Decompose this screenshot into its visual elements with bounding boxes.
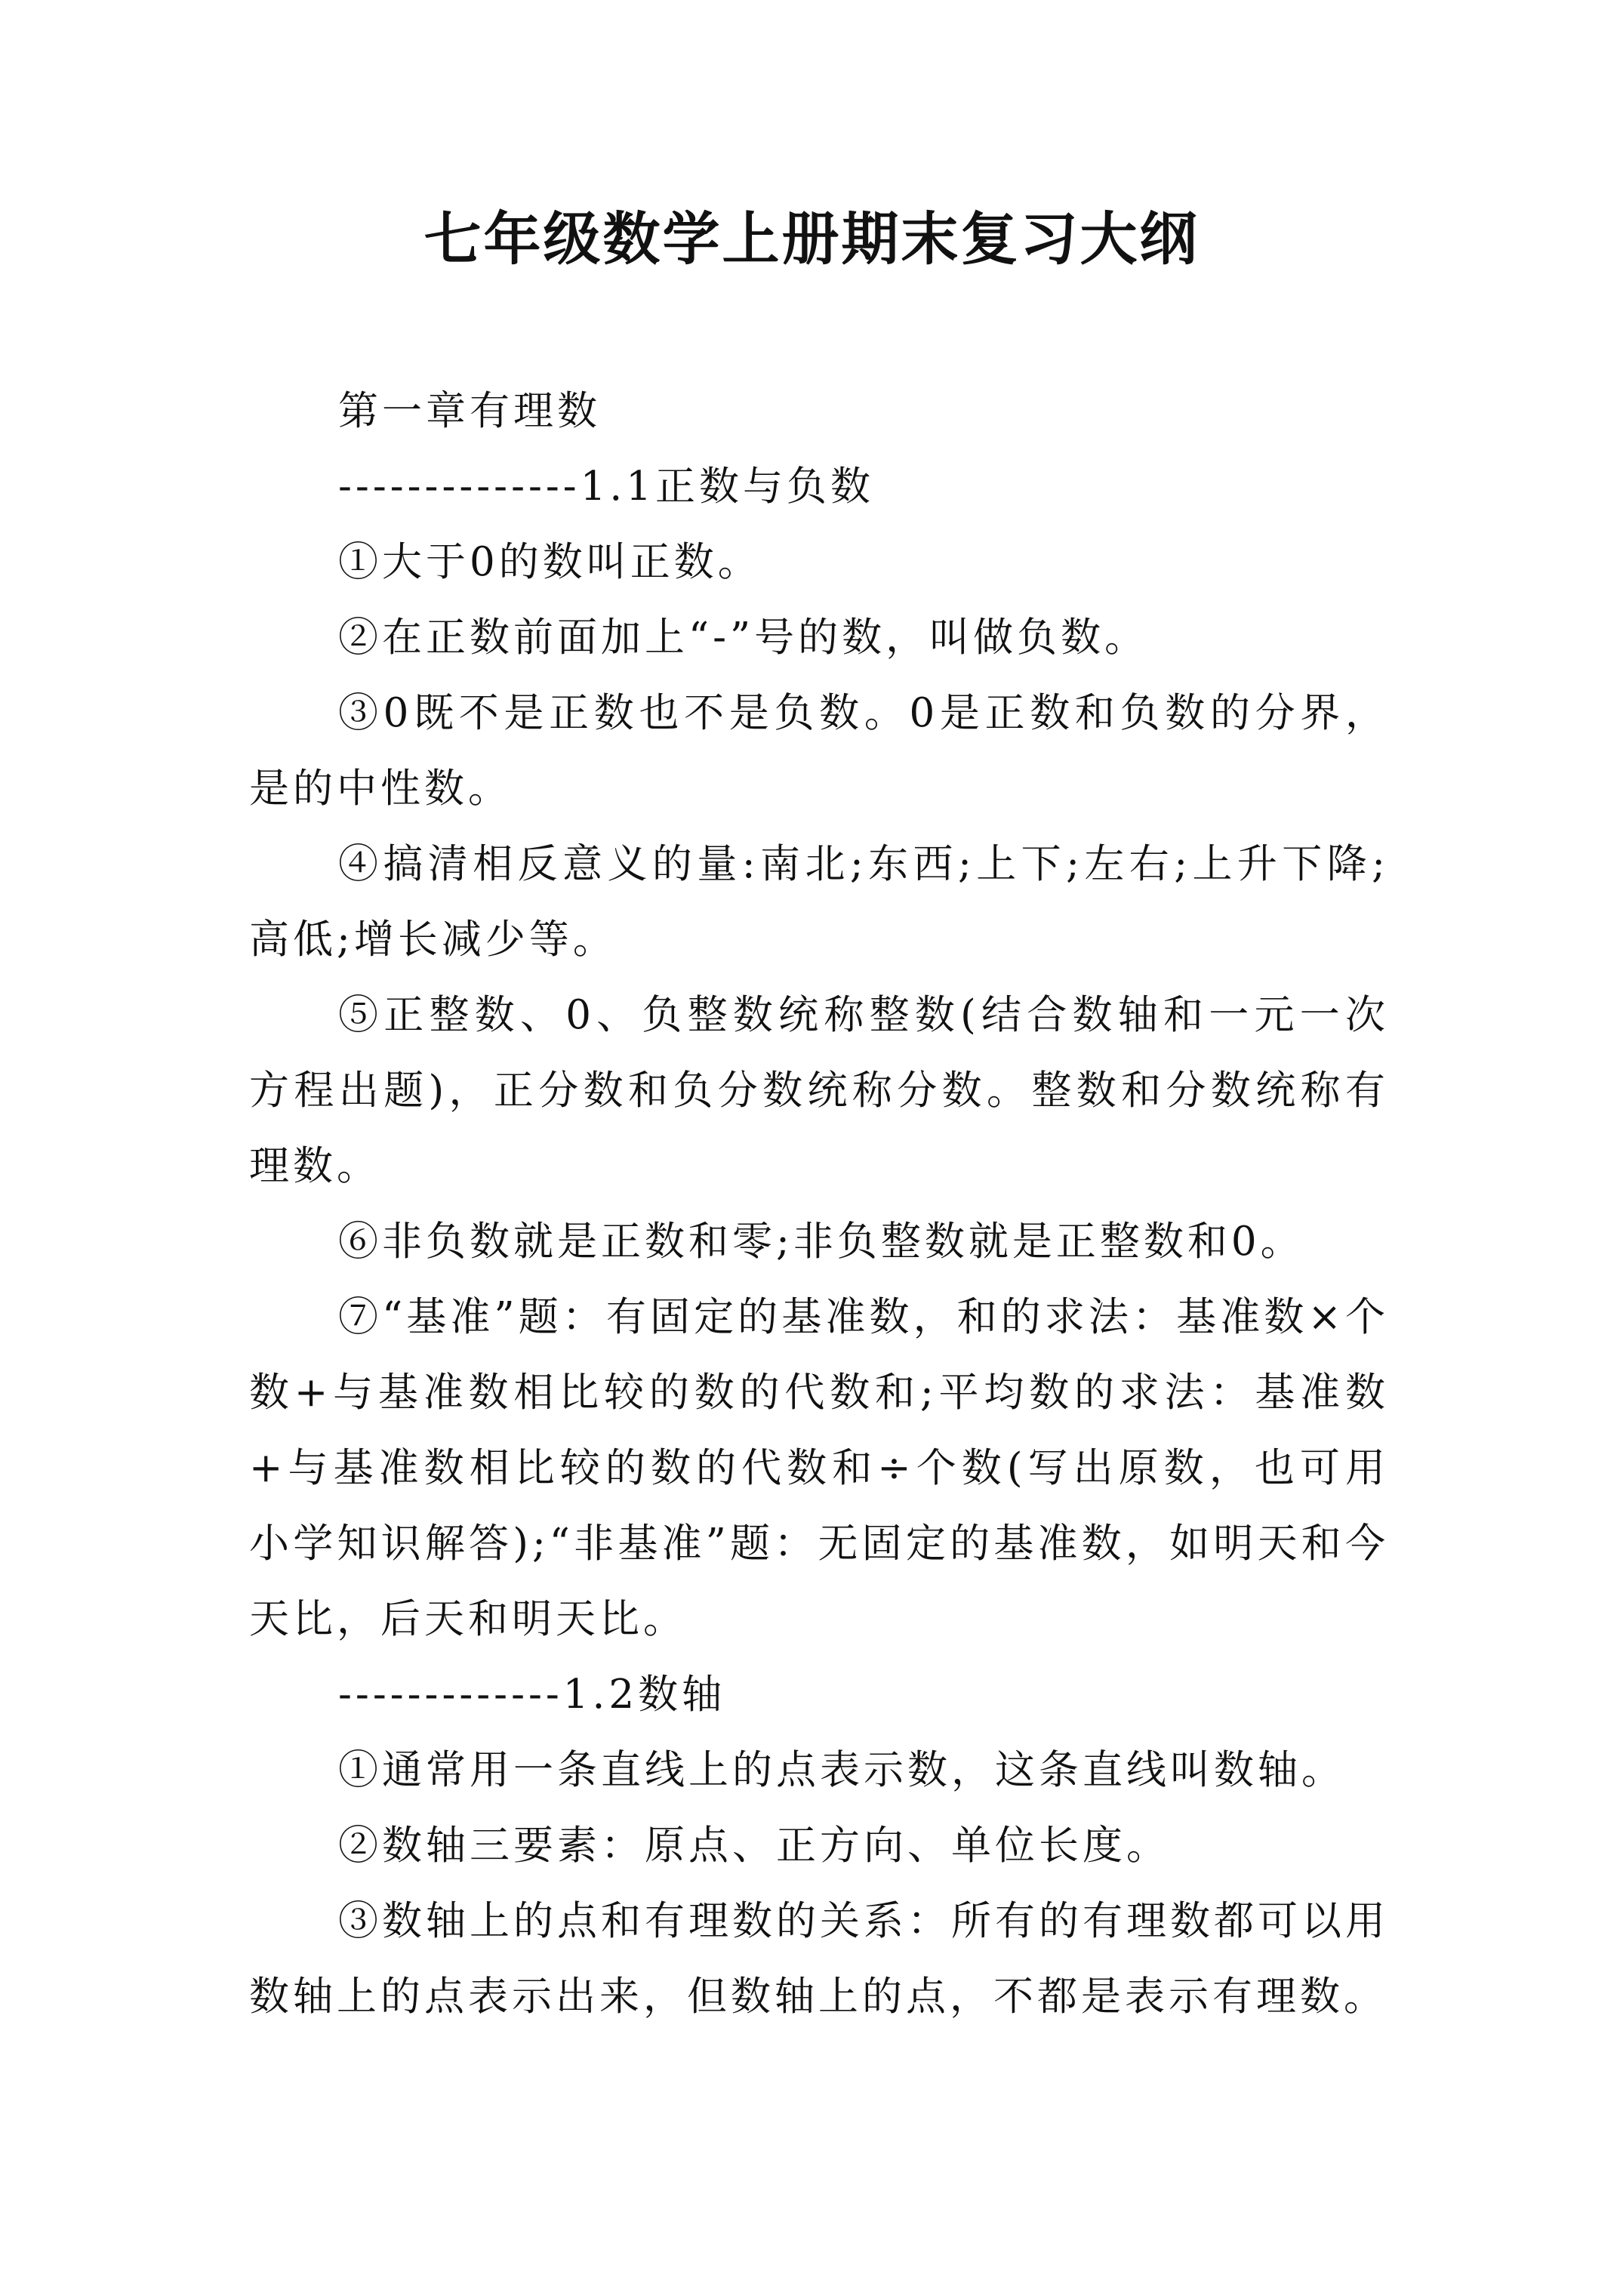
document-body	[249, 374, 1389, 2035]
paragraph: ⑤正整数、0、负整数统称整数(结合数轴和一元一次方程出题)，正分数和负分数统称分数。整数和分数统称有理数。	[249, 992, 1389, 1189]
paragraph: ②数轴三要素：原点、正方向、单位长度。	[338, 1823, 1170, 1869]
paragraph: ⑦“基准”题：有固定的基准数，和的求法：基准数×个数+与基准数相比较的数的代数和;平均数的求法：基准数+与基准数相比较的数的代数和÷个数(写出原数，也可用小学知识解答);“非基准”题：无固定的基准数，如明天和今天比，后天和明天比。	[249, 1294, 1389, 1642]
section-heading: --------------1.1正数与负数	[338, 464, 875, 510]
paragraph: ①大于0的数叫正数。	[338, 539, 762, 585]
paragraph: ②在正数前面加上“-”号的数，叫做负数。	[338, 615, 1149, 661]
chapter-heading: 第一章有理数	[338, 388, 601, 434]
section-heading: -------------1.2数轴	[338, 1672, 726, 1718]
paragraph: ③数轴上的点和有理数的关系：所有的有理数都可以用数轴上的点表示出来，但数轴上的点，不都是表示有理数。	[249, 1898, 1389, 2020]
paragraph: ③0既不是正数也不是负数。0是正数和负数的分界，是的中性数。	[249, 690, 1389, 812]
paragraph: ①通常用一条直线上的点表示数，这条直线叫数轴。	[338, 1747, 1345, 1793]
paragraph: ④搞清相反意义的量:南北;东西;上下;左右;上升下降;高低;增长减少等。	[249, 841, 1389, 963]
document-title: 七年级数学上册期末复习大纲	[423, 205, 1200, 273]
paragraph: ⑥非负数就是正数和零;非负整数就是正整数和0。	[338, 1219, 1304, 1265]
